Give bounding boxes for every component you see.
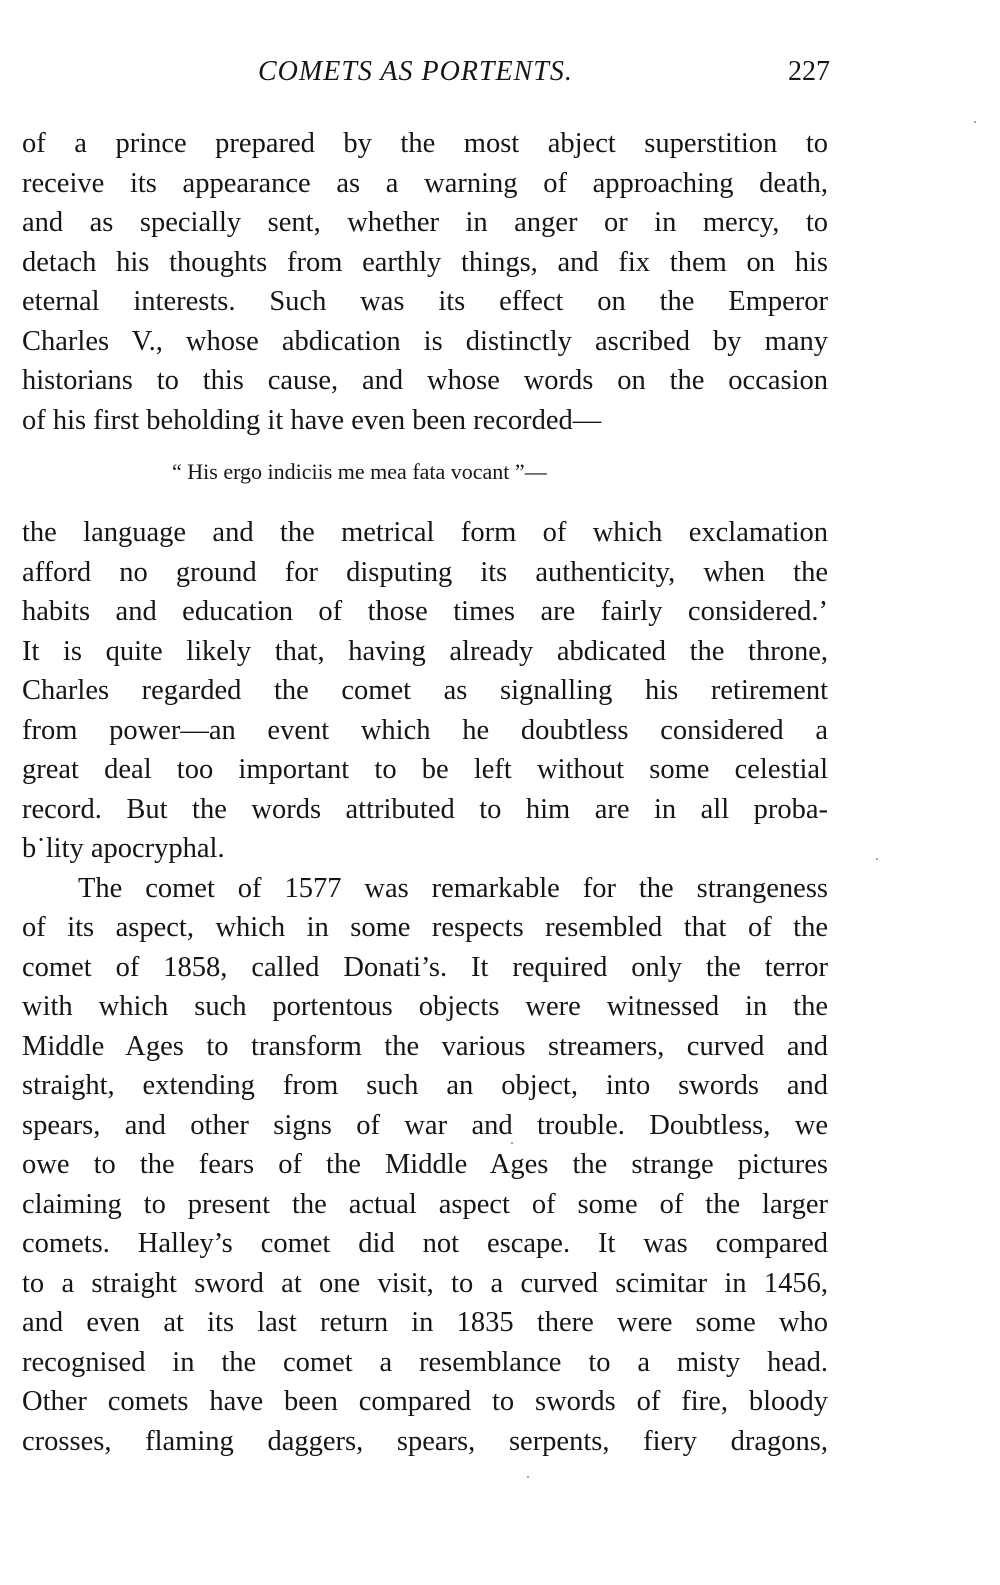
- text-line: afford no ground for disputing its authenticity, when the: [22, 557, 828, 588]
- text-line: straight, extending from such an object, into swords and: [22, 1070, 828, 1101]
- running-head: COMETS AS PORTENTS.: [258, 56, 573, 87]
- text-line: from power—an event which he doubtless considered a: [22, 715, 828, 746]
- text-line: It is quite likely that, having already abdicated the throne,: [22, 636, 828, 667]
- text-line: receive its appearance as a warning of approaching death,: [22, 168, 828, 199]
- text-line: detach his thoughts from earthly things, and fix them on his: [22, 247, 828, 278]
- text-line: claiming to present the actual aspect of some of the larger: [22, 1189, 828, 1220]
- text-line: the language and the metrical form of which exclamation: [22, 517, 828, 548]
- text-line: Other comets have been compared to swords of fire, bloody: [22, 1386, 828, 1417]
- text-line: of his first beholding it have even been recorded—: [22, 405, 602, 436]
- text-line: The comet of 1577 was remarkable for the strangeness: [78, 873, 828, 904]
- text-line: Middle Ages to transform the various streamers, curved and: [22, 1031, 828, 1062]
- text-line: and as specially sent, whether in anger or in mercy, to: [22, 207, 828, 238]
- text-line: historians to this cause, and whose words on the occasion: [22, 365, 828, 396]
- text-line: record. But the words attributed to him are in all proba-: [22, 794, 828, 825]
- text-line: spears, and other signs of war and trouble. Doubtless, we: [22, 1110, 828, 1141]
- text-line: Charles regarded the comet as signalling his retirement: [22, 675, 828, 706]
- scan-speck: [527, 1476, 529, 1478]
- text-line: comets. Halley’s comet did not escape. It was compared: [22, 1228, 828, 1259]
- page-number: 227: [788, 56, 830, 87]
- text-line: eternal interests. Such was its effect on the Emperor: [22, 286, 828, 317]
- text-line: habits and education of those times are fairly considered.’: [22, 596, 828, 627]
- text-line: recognised in the comet a resemblance to a misty head.: [22, 1347, 828, 1378]
- text-line: b˙lity apocryphal.: [22, 833, 225, 864]
- text-line: comet of 1858, called Donati’s. It required only the terror: [22, 952, 828, 983]
- text-line: owe to the fears of the Middle Ages the strange pictures: [22, 1149, 828, 1180]
- text-line: Charles V., whose abdication is distinctly ascribed by many: [22, 326, 828, 357]
- text-line: and even at its last return in 1835 there were some who: [22, 1307, 828, 1338]
- text-line: great deal too important to be left without some celestial: [22, 754, 828, 785]
- scan-speck: [876, 858, 878, 860]
- text-line: crosses, flaming daggers, spears, serpents, fiery dragons,: [22, 1426, 828, 1457]
- scan-speck: [974, 121, 976, 123]
- latin-quotation: “ His ergo indiciis me mea fata vocant ”—: [172, 459, 547, 484]
- text-line: of a prince prepared by the most abject superstition to: [22, 128, 828, 159]
- text-line: of its aspect, which in some respects resembled that of the: [22, 912, 828, 943]
- text-line: to a straight sword at one visit, to a curved scimitar in 1456,: [22, 1268, 828, 1299]
- scan-speck: [511, 1142, 513, 1144]
- text-line: with which such portentous objects were witnessed in the: [22, 991, 828, 1022]
